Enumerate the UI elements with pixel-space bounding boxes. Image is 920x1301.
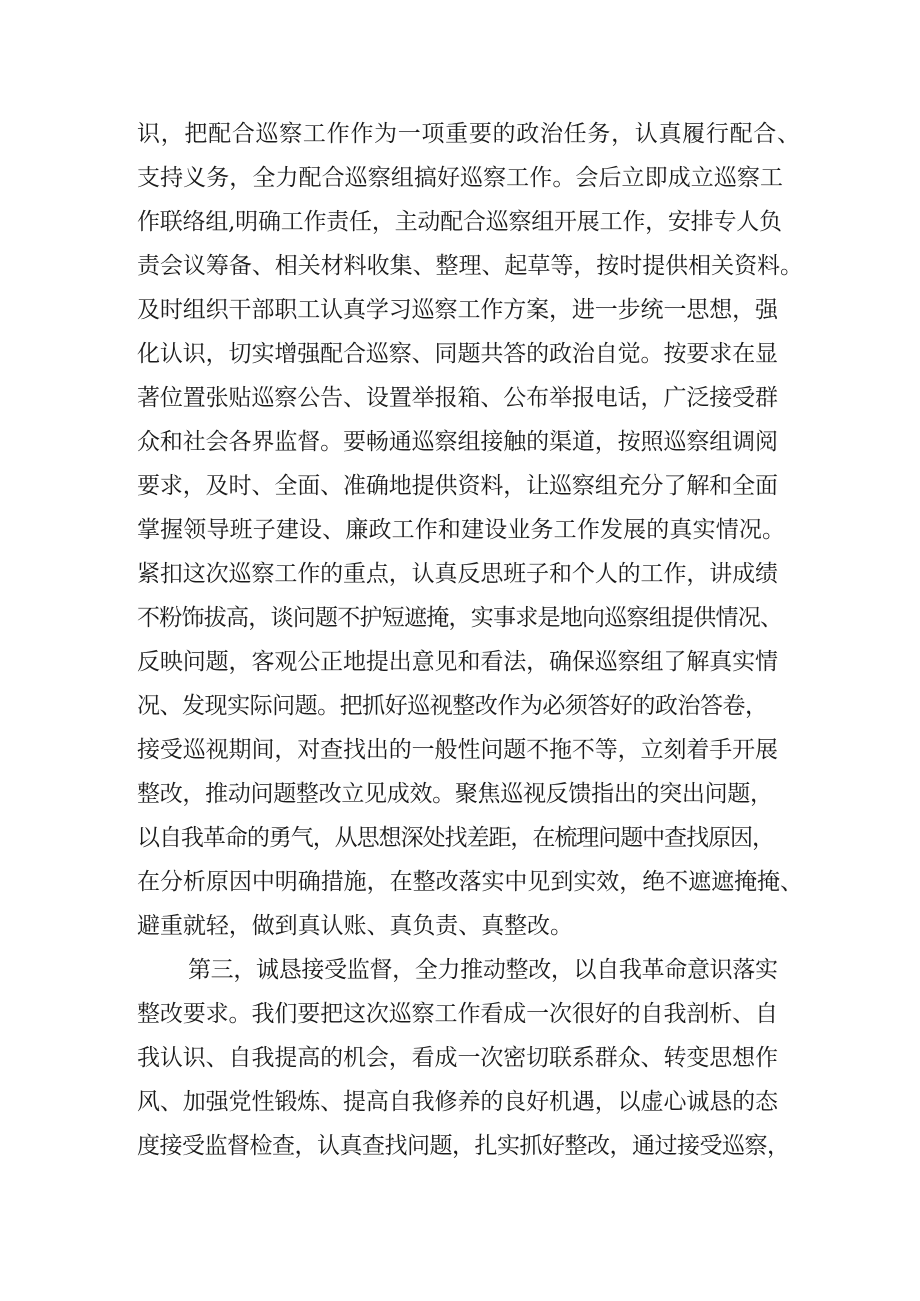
text-line: 我认识、自我提高的机会，看成一次密切联系群众、转变思想作 xyxy=(137,1045,778,1071)
text-line: 反映问题，客观公正地提出意见和看法，确保巡察组了解真实情 xyxy=(137,649,778,675)
text-line: 掌握领导班子建设、廉政工作和建设业务工作发展的真实情况。 xyxy=(137,517,786,543)
text-line: 在分析原因中明确措施，在整改落实中见到实效，绝不遮遮掩掩、 xyxy=(137,869,803,895)
text-line: 及时组织干部职工认真学习巡察工作方案，进一步统一思想，强 xyxy=(137,297,778,323)
text-line: 要求，及时、全面、准确地提供资料，让巡察组充分了解和全面 xyxy=(137,473,778,499)
text-line: 避重就轻，做到真认账、真负责、真整改。 xyxy=(137,913,573,939)
text-line: 识，把配合巡察工作作为一项重要的政治任务，认真履行配合、 xyxy=(137,121,801,147)
text-line: 支持义务，全力配合巡察组搞好巡察工作。会后立即成立巡察工 xyxy=(137,165,784,191)
text-line: 况、发现实际问题。把抓好巡视整改作为必须答好的政治答卷， xyxy=(137,693,768,719)
text-line: 责会议筹备、相关材料收集、整理、起草等，按时提供相关资料。 xyxy=(137,253,803,279)
text-line: 整改要求。我们要把这次巡察工作看成一次很好的自我剖析、自 xyxy=(137,1001,778,1027)
paragraph-first-line: 第三，诚恳接受监督，全力推动整改，以自我革命意识落实 xyxy=(188,957,778,983)
text-line: 度接受监督检查，认真查找问题，扎实抓好整改，通过接受巡察， xyxy=(137,1133,790,1159)
text-line: 以自我革命的勇气，从思想深处找差距，在梳理问题中查找原因， xyxy=(137,825,774,851)
text-line: 整改，推动问题整改立见成效。聚焦巡视反馈指出的突出问题， xyxy=(137,781,773,807)
text-line: 风、加强党性锻炼、提高自我修养的良好机遇，以虚心诚恳的态 xyxy=(137,1089,778,1115)
text-line: 接受巡视期间，对查找出的一般性问题不拖不等，立刻着手开展 xyxy=(137,737,778,763)
text-line: 著位置张贴巡察公告、设置举报箱、公布举报电话，广泛接受群 xyxy=(137,385,778,411)
text-line: 紧扣这次巡察工作的重点，认真反思班子和个人的工作，讲成绩 xyxy=(137,561,778,587)
text-line: 作联络组,明确工作责任，主动配合巡察组开展工作，安排专人负 xyxy=(137,209,782,235)
text-line: 化认识，切实增强配合巡察、同题共答的政治自觉。按要求在显 xyxy=(137,341,778,367)
text-line: 不粉饰拔高，谈问题不护短遮掩，实事求是地向巡察组提供情况、 xyxy=(137,605,783,631)
text-line: 众和社会各界监督。要畅通巡察组接触的渠道，按照巡察组调阅 xyxy=(137,429,778,455)
